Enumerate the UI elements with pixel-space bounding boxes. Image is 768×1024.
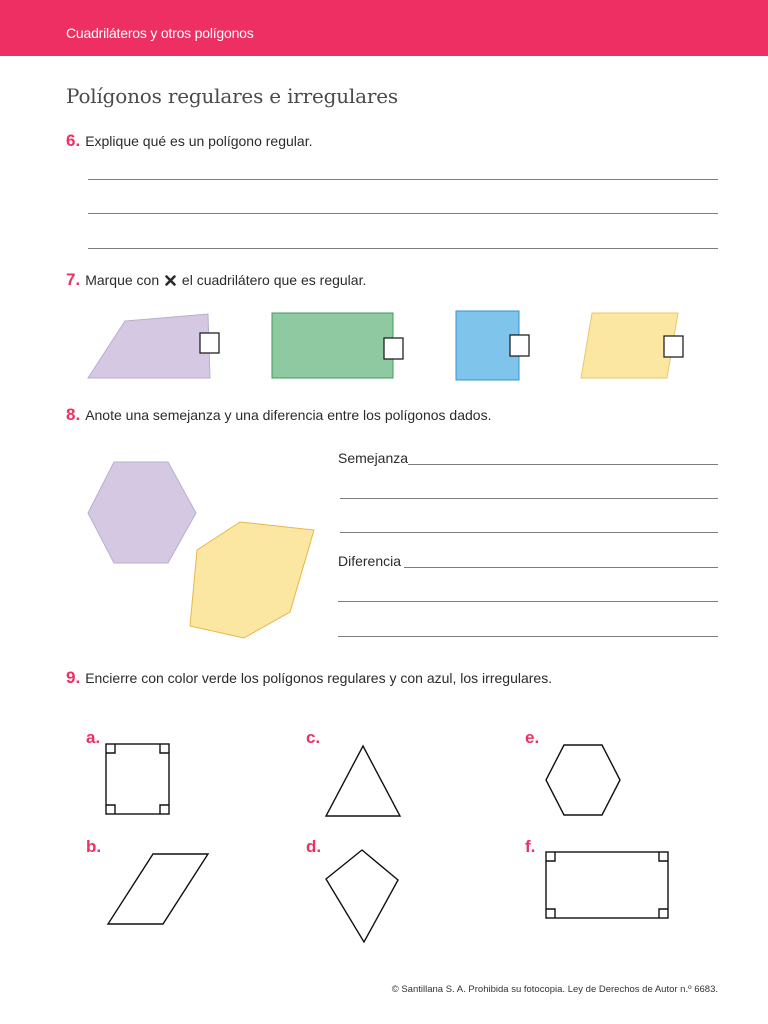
option-letter-e: e. <box>525 728 540 747</box>
triangle-figure <box>326 746 400 816</box>
section-title: Polígonos regulares e irregulares <box>66 84 398 108</box>
question-number: 6. <box>66 131 81 150</box>
option-letter-d: d. <box>306 837 322 856</box>
hexagon-figure <box>546 745 620 815</box>
question-number: 9. <box>66 668 81 687</box>
kite-figure <box>326 850 398 942</box>
question-text: Marque con <box>85 272 160 288</box>
option-letter-a: a. <box>86 728 101 747</box>
question-text: el cuadrilátero que es regular. <box>181 272 367 288</box>
question-text: Anote una semejanza y una diferencia entre los polígonos dados. <box>85 407 492 423</box>
rhomboid-figure <box>108 854 208 924</box>
option-letter-f: f. <box>525 837 536 856</box>
question-text: Explique qué es un polígono regular. <box>85 133 313 149</box>
diferencia-label: Diferencia <box>338 553 402 569</box>
option-letter-c: c. <box>306 728 321 747</box>
option-letter-b: b. <box>86 837 102 856</box>
square-figure <box>106 744 169 814</box>
rectangle-figure <box>546 852 668 918</box>
question-number: 7. <box>66 270 81 289</box>
semejanza-label: Semejanza <box>338 450 409 466</box>
question-text: Encierre con color verde los polígonos regulares y con azul, los irregulares. <box>85 670 553 686</box>
header-title: Cuadriláteros y otros polígonos <box>66 25 254 41</box>
question-number: 8. <box>66 405 81 424</box>
footer-copyright: © Santillana S. A. Prohibida su fotocopia. Ley de Derechos de Autor n.º 6683. <box>391 984 718 995</box>
